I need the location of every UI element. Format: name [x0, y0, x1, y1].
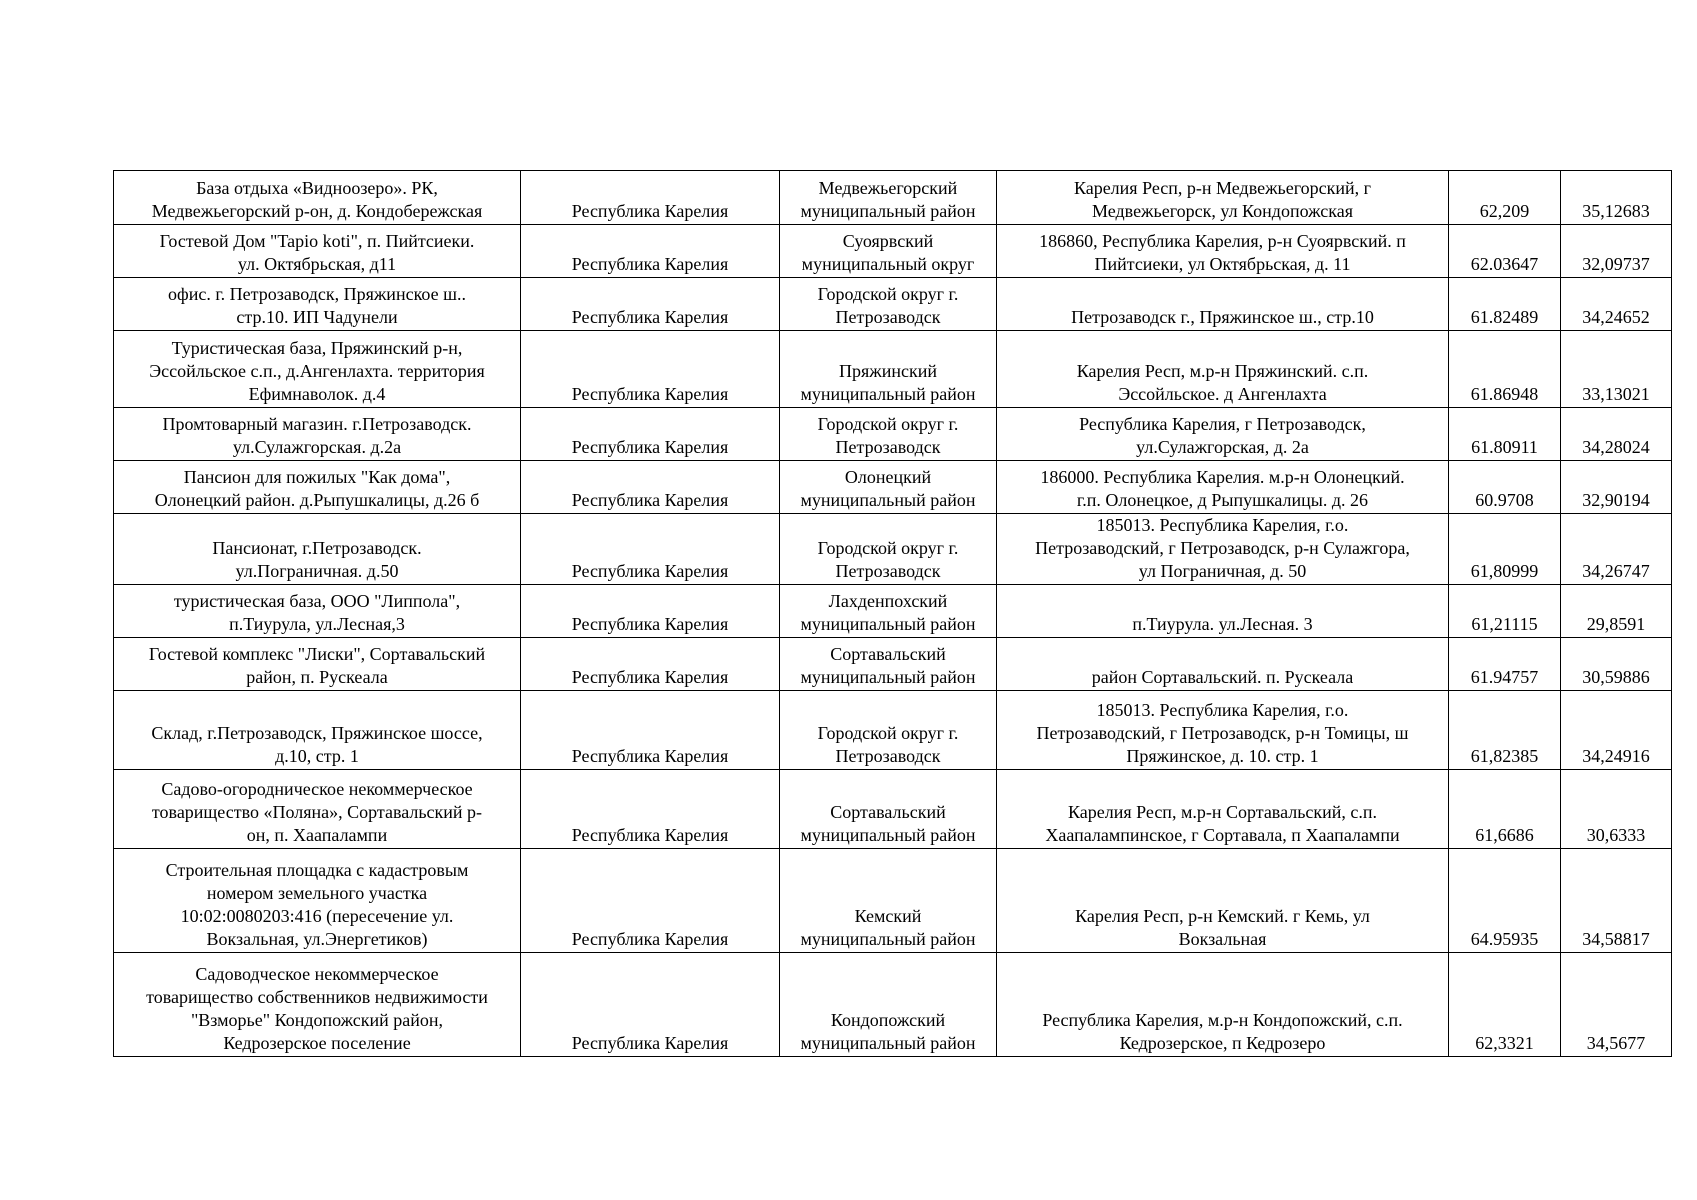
table-row	[114, 691, 1672, 770]
cell-latitude: 61,82385	[1449, 691, 1561, 770]
cell-latitude: 61.94757	[1449, 638, 1561, 691]
table-row	[114, 278, 1672, 331]
cell-longitude: 34,24652	[1561, 278, 1672, 331]
cell-municipality: Суоярвский муниципальный округ	[780, 225, 997, 278]
cell-municipality: Лахденпохский муниципальный район	[780, 585, 997, 638]
cell-longitude: 33,13021	[1561, 331, 1672, 408]
cell-region: Республика Карелия	[521, 461, 780, 514]
cell-address: Карелия Респ, м.р-н Сортавальский, с.п. Хаапалампинское, г Сортавала, п Хаапалампи	[997, 770, 1449, 849]
cell-name: Пансион для пожилых "Как дома", Олонецкий район. д.Рыпушкалицы, д.26 б	[114, 461, 521, 514]
cell-address: 185013. Республика Карелия, г.о. Петрозаводский, г Петрозаводск, р-н Сулажгора, ул Пограничная, д. 50	[997, 514, 1449, 585]
cell-latitude: 61,6686	[1449, 770, 1561, 849]
cell-longitude: 34,24916	[1561, 691, 1672, 770]
cell-latitude: 64.95935	[1449, 849, 1561, 953]
cell-municipality: Пряжинский муниципальный район	[780, 331, 997, 408]
table-body	[114, 171, 1672, 1057]
table-row	[114, 953, 1672, 1057]
cell-region: Республика Карелия	[521, 638, 780, 691]
cell-longitude: 30,59886	[1561, 638, 1672, 691]
cell-longitude: 34,26747	[1561, 514, 1672, 585]
table-row	[114, 849, 1672, 953]
cell-longitude: 30,6333	[1561, 770, 1672, 849]
table-row	[114, 408, 1672, 461]
cell-name: Пансионат, г.Петрозаводск. ул.Пограничная. д.50	[114, 514, 521, 585]
cell-region: Республика Карелия	[521, 585, 780, 638]
cell-address: Петрозаводск г., Пряжинское ш., стр.10	[997, 278, 1449, 331]
cell-latitude: 61,21115	[1449, 585, 1561, 638]
cell-address: Карелия Респ, м.р-н Пряжинский. с.п. Эссойльское. д Ангенлахта	[997, 331, 1449, 408]
cell-longitude: 35,12683	[1561, 171, 1672, 225]
cell-municipality: Городской округ г. Петрозаводск	[780, 278, 997, 331]
cell-latitude: 62,3321	[1449, 953, 1561, 1057]
cell-longitude: 34,28024	[1561, 408, 1672, 461]
cell-name: База отдыха «Видноозеро». РК, Медвежьегорский р-он, д. Кондобережская	[114, 171, 521, 225]
cell-longitude: 34,5677	[1561, 953, 1672, 1057]
cell-latitude: 61.86948	[1449, 331, 1561, 408]
cell-name: Садоводческое некоммерческое товарищество собственников недвижимости "Взморье" Кондопожский район, Кедрозерское поселение	[114, 953, 521, 1057]
cell-address: Республика Карелия, м.р-н Кондопожский, с.п. Кедрозерское, п Кедрозеро	[997, 953, 1449, 1057]
table-row	[114, 171, 1672, 225]
cell-address: 185013. Республика Карелия, г.о. Петрозаводский, г Петрозаводск, р-н Томицы, ш Пряжинское, д. 10. стр. 1	[997, 691, 1449, 770]
cell-address: п.Тиурула. ул.Лесная. 3	[997, 585, 1449, 638]
cell-region: Республика Карелия	[521, 278, 780, 331]
cell-municipality: Городской округ г. Петрозаводск	[780, 514, 997, 585]
table-row	[114, 638, 1672, 691]
cell-latitude: 60.9708	[1449, 461, 1561, 514]
cell-region: Республика Карелия	[521, 225, 780, 278]
cell-name: Садово-огородническое некоммерческое товарищество «Поляна», Сортавальский р- он, п. Хаапалампи	[114, 770, 521, 849]
cell-region: Республика Карелия	[521, 953, 780, 1057]
cell-longitude: 32,90194	[1561, 461, 1672, 514]
table-row	[114, 770, 1672, 849]
cell-address: район Сортавальский. п. Рускеала	[997, 638, 1449, 691]
cell-region: Республика Карелия	[521, 849, 780, 953]
cell-municipality: Сортавальский муниципальный район	[780, 638, 997, 691]
cell-municipality: Городской округ г. Петрозаводск	[780, 691, 997, 770]
locations-table	[113, 170, 1672, 1057]
cell-municipality: Кондопожский муниципальный район	[780, 953, 997, 1057]
cell-address: 186860, Республика Карелия, р-н Суоярвский. п Пийтсиеки, ул Октябрьская, д. 11	[997, 225, 1449, 278]
cell-latitude: 62.03647	[1449, 225, 1561, 278]
cell-name: Гостевой комплекс "Лиски", Сортавальский район, п. Рускеала	[114, 638, 521, 691]
cell-municipality: Городской округ г. Петрозаводск	[780, 408, 997, 461]
cell-latitude: 61.82489	[1449, 278, 1561, 331]
cell-name: туристическая база, ООО "Липпола", п.Тиурула, ул.Лесная,3	[114, 585, 521, 638]
cell-longitude: 34,58817	[1561, 849, 1672, 953]
cell-municipality: Сортавальский муниципальный район	[780, 770, 997, 849]
table-row	[114, 331, 1672, 408]
cell-latitude: 62,209	[1449, 171, 1561, 225]
cell-name: Туристическая база, Пряжинский р-н, Эссойльское с.п., д.Ангенлахта. территория Ефимнаволок. д.4	[114, 331, 521, 408]
cell-municipality: Олонецкий муниципальный район	[780, 461, 997, 514]
cell-region: Республика Карелия	[521, 514, 780, 585]
cell-address: Республика Карелия, г Петрозаводск, ул.Сулажгорская, д. 2а	[997, 408, 1449, 461]
cell-name: Строительная площадка с кадастровым номером земельного участка 10:02:0080203:416 (пересечение ул. Вокзальная, ул.Энергетиков)	[114, 849, 521, 953]
cell-latitude: 61,80999	[1449, 514, 1561, 585]
table-row	[114, 514, 1672, 585]
cell-municipality: Медвежьегорский муниципальный район	[780, 171, 997, 225]
cell-address: Карелия Респ, р-н Кемский. г Кемь, ул Вокзальная	[997, 849, 1449, 953]
cell-name: Промтоварный магазин. г.Петрозаводск. ул.Сулажгорская. д.2а	[114, 408, 521, 461]
cell-address: Карелия Респ, р-н Медвежьегорский, г Медвежьегорск, ул Кондопожская	[997, 171, 1449, 225]
cell-longitude: 29,8591	[1561, 585, 1672, 638]
cell-region: Республика Карелия	[521, 408, 780, 461]
cell-latitude: 61.80911	[1449, 408, 1561, 461]
cell-region: Республика Карелия	[521, 331, 780, 408]
cell-longitude: 32,09737	[1561, 225, 1672, 278]
cell-region: Республика Карелия	[521, 770, 780, 849]
cell-address: 186000. Республика Карелия. м.р-н Олонецкий. г.п. Олонецкое, д Рыпушкалицы. д. 26	[997, 461, 1449, 514]
cell-region: Республика Карелия	[521, 171, 780, 225]
cell-name: Гостевой Дом "Tapio koti", п. Пийтсиеки. ул. Октябрьская, д11	[114, 225, 521, 278]
table-row	[114, 461, 1672, 514]
table-row	[114, 585, 1672, 638]
cell-region: Республика Карелия	[521, 691, 780, 770]
cell-name: Склад, г.Петрозаводск, Пряжинское шоссе, д.10, стр. 1	[114, 691, 521, 770]
cell-name: офис. г. Петрозаводск, Пряжинское ш.. стр.10. ИП Чадунели	[114, 278, 521, 331]
table-row	[114, 225, 1672, 278]
cell-municipality: Кемский муниципальный район	[780, 849, 997, 953]
